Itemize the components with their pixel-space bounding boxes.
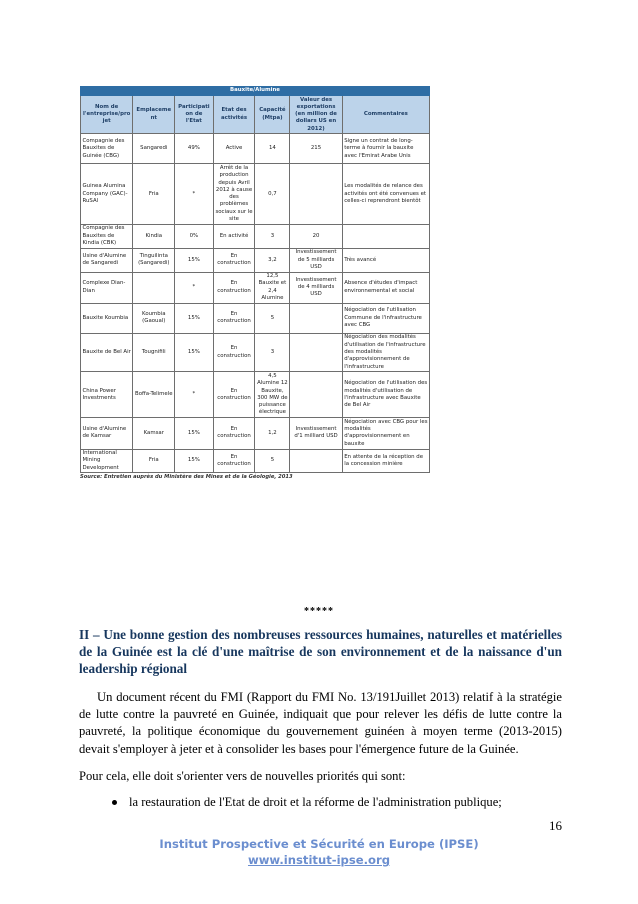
table-cell	[290, 372, 342, 418]
table-row	[81, 248, 430, 272]
table-cell: En construction	[213, 333, 255, 371]
table-cell: Kindia	[133, 224, 175, 248]
table-cell: Négociation des modalités d'utilisation de l'infrastructure des modalités d'approvisionnement de l'infrastructure	[342, 333, 429, 371]
table-cell: *	[175, 272, 213, 303]
table-cell: Compagnie des Bauxites de Guinée (CBG)	[81, 134, 133, 164]
table-cell: Négociation de l'utilisation des modalités d'utilisation de l'infrastructure avec Bauxite de Bel Air	[342, 372, 429, 418]
table-cell	[290, 333, 342, 371]
table-cell: Usine d'Alumine de Sangaredi	[81, 248, 133, 272]
page-number: 16	[549, 818, 562, 833]
table-source: Source: Entretien auprès du Ministère des Mines et de la Géologie, 2013	[80, 474, 293, 481]
table-cell: 15%	[175, 333, 213, 371]
section-separator: *****	[304, 606, 334, 617]
table-cell: Fria	[133, 164, 175, 224]
table-cell: Absence d'études d'impact environnemental et social	[342, 272, 429, 303]
table-cell: Boffa-Telimele	[133, 372, 175, 418]
priorities-intro: Pour cela, elle doit s'orienter vers de nouvelles priorités qui sont:	[79, 769, 406, 783]
table-row	[81, 372, 430, 418]
header-cell: Valeur des exportations (en million de dollars US en 2012)	[290, 96, 342, 134]
table-cell: Koumbia (Gaoual)	[133, 303, 175, 333]
body-paragraph-text: Un document récent du FMI (Rapport du FMI No. 13/191Juillet 2013) relatif à la stratégie de lutte contre la pauvreté en Guinée, indiquait que pour relever les défis de lutte contre la pauvreté, la politique économique du gouvernement guinéen à moyen terme (2013-2015) devait s'employer à jeter et à consolider les bases pour l'émergence future de la Guinée.	[79, 690, 562, 756]
table-cell: En construction	[213, 303, 255, 333]
table-cell: Compagnie des Bauxites de Kindia (CBK)	[81, 224, 133, 248]
table-header-row	[81, 96, 430, 134]
table-cell: Investissement de 4 milliards USD	[290, 272, 342, 303]
table-cell	[290, 449, 342, 473]
table-cell: International Mining Development	[81, 449, 133, 473]
table-cell: China Power Investments	[81, 372, 133, 418]
table-cell: Guinea Alumina Company (GAC)- RuSAl	[81, 164, 133, 224]
table-cell: Négociation de l'utilisation Commune de l'infrastructure avec CBG	[342, 303, 429, 333]
page-footer	[0, 836, 638, 868]
bauxite-table-figure	[80, 86, 430, 480]
table-cell: 15%	[175, 248, 213, 272]
table-row	[81, 333, 430, 371]
bullet-icon	[112, 800, 117, 805]
table-cell: 1,2	[255, 418, 290, 449]
table-row	[81, 303, 430, 333]
table-cell: 3,2	[255, 248, 290, 272]
table-cell: Usine d'Alumine de Kamsar	[81, 418, 133, 449]
table-cell: Tinguilinta (Sangaredi)	[133, 248, 175, 272]
table-cell: 5	[255, 449, 290, 473]
footer-url[interactable]: www.institut-ipse.org	[247, 853, 390, 867]
table-cell	[290, 303, 342, 333]
table-cell: En construction	[213, 449, 255, 473]
table-row	[81, 418, 430, 449]
bullet-text: la restauration de l'Etat de droit et la réforme de l'administration publique;	[129, 795, 502, 809]
bauxite-table	[80, 86, 430, 473]
table-cell: 0%	[175, 224, 213, 248]
table-cell: Bauxite de Bel Air	[81, 333, 133, 371]
table-cell: Kamsar	[133, 418, 175, 449]
table-cell: En construction	[213, 418, 255, 449]
header-cell: Emplacement	[133, 96, 175, 134]
table-cell: Fria	[133, 449, 175, 473]
body-paragraph	[79, 689, 562, 758]
header-cell: Participation de l'Etat	[175, 96, 213, 134]
header-cell: Nom de l'entreprise/projet	[81, 96, 133, 134]
table-row	[81, 272, 430, 303]
table-cell: Tougnifili	[133, 333, 175, 371]
table-cell	[133, 272, 175, 303]
table-cell	[342, 224, 429, 248]
table-cell: 15%	[175, 449, 213, 473]
table-cell: 12,5 Bauxite et 2,4 Alumine	[255, 272, 290, 303]
table-title: Bauxite/Alumine	[81, 87, 430, 96]
bullet-item	[112, 794, 562, 811]
table-cell: 3	[255, 333, 290, 371]
table-cell	[290, 164, 342, 224]
table-cell: Négociation avec CBG pour les modalités d'approvisionnement en bauxite	[342, 418, 429, 449]
table-row	[81, 224, 430, 248]
header-cell: Capacité (Mtpa)	[255, 96, 290, 134]
table-row	[81, 134, 430, 164]
table-cell: *	[175, 372, 213, 418]
table-cell: Signe un contrat de long-terme à fournir la bauxite avec l'Emirat Arabe Unis	[342, 134, 429, 164]
table-cell: 49%	[175, 134, 213, 164]
table-cell: Bauxite Koumbia	[81, 303, 133, 333]
table-cell: 3	[255, 224, 290, 248]
table-cell: Très avancé	[342, 248, 429, 272]
footer-org: Institut Prospective et Sécurité en Europe (IPSE)	[159, 837, 479, 851]
table-cell: Les modalités de relance des activités ont été convenues et celles-ci reprendront bientôt	[342, 164, 429, 224]
table-cell: 4,5 Alumine 12 Bauxite, 300 MW de puissance électrique	[255, 372, 290, 418]
table-cell: 5	[255, 303, 290, 333]
table-cell: Arrêt de la production depuis Avril 2012 à cause des problèmes sociaux sur le site	[213, 164, 255, 224]
table-cell: En construction	[213, 272, 255, 303]
table-cell: En construction	[213, 248, 255, 272]
table-cell: 215	[290, 134, 342, 164]
table-cell: En attente de la réception de la concession minière	[342, 449, 429, 473]
table-cell: En activité	[213, 224, 255, 248]
table-cell: Investissement de 5 milliards USD	[290, 248, 342, 272]
table-cell: Sangaredi	[133, 134, 175, 164]
header-cell: Commentaires	[342, 96, 429, 134]
table-cell: 15%	[175, 303, 213, 333]
header-cell: Etat des activités	[213, 96, 255, 134]
table-cell: 0,7	[255, 164, 290, 224]
table-row	[81, 164, 430, 224]
table-cell: 20	[290, 224, 342, 248]
table-cell: Investissement d'1 milliard USD	[290, 418, 342, 449]
section-heading: II – Une bonne gestion des nombreuses ressources humaines, naturelles et matérielles de la Guinée est la clé d'une maîtrise de son environnement et de la naissance d'un leadership régional	[79, 627, 562, 676]
table-cell: *	[175, 164, 213, 224]
table-cell: Active	[213, 134, 255, 164]
table-cell: 14	[255, 134, 290, 164]
table-cell: En construction	[213, 372, 255, 418]
table-cell: Complexe Dian-Dian	[81, 272, 133, 303]
table-cell: 15%	[175, 418, 213, 449]
table-row	[81, 449, 430, 473]
